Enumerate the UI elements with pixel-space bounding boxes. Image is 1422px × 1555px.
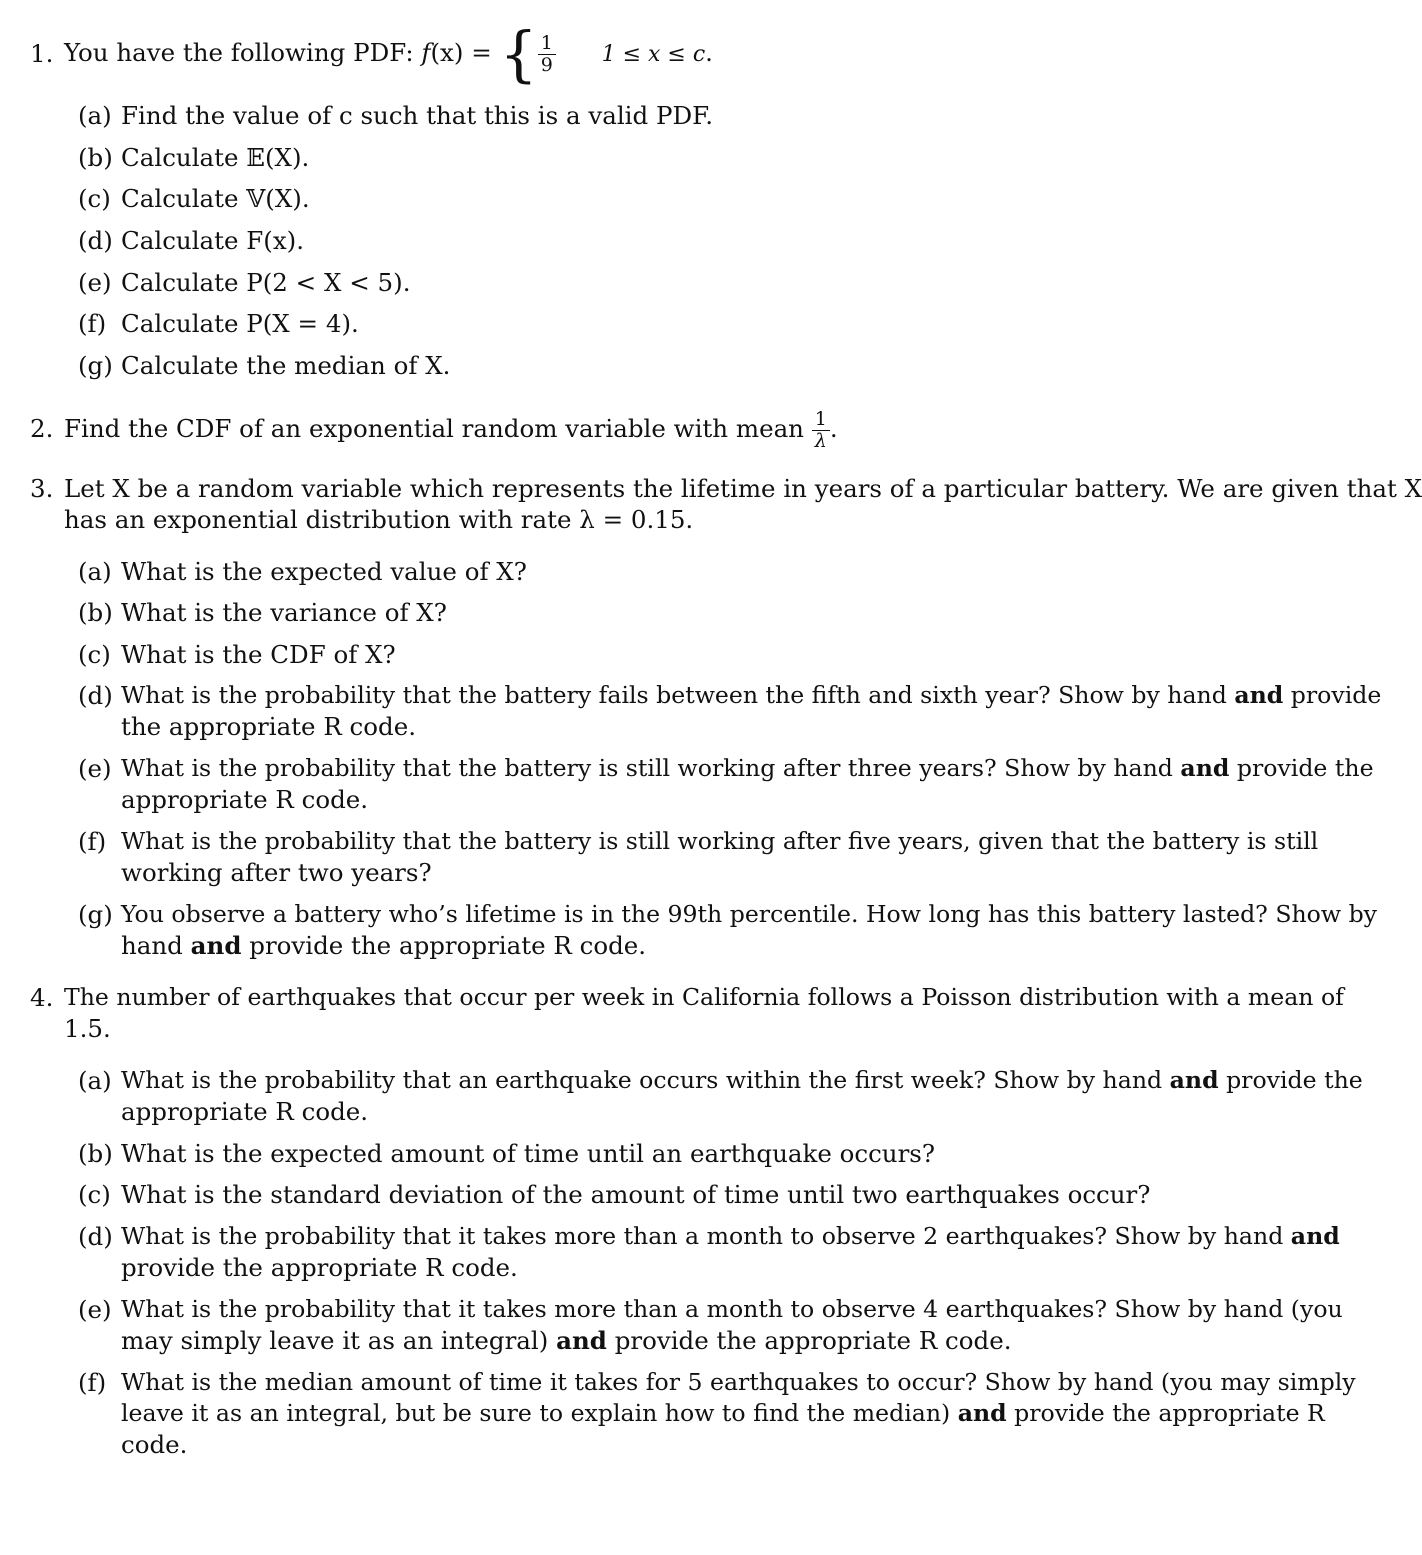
part-label: (c): [78, 184, 111, 213]
problem-stem: You have the following PDF: f(x) = { $\frac{1}{9}$ 1 ≤ x ≤ c.: [64, 19, 713, 90]
part-label: (a): [78, 1066, 112, 1095]
part-text: What is the probability that the battery fails between the fifth and sixth year? Show by hand and provide: [121, 681, 1382, 709]
part-label: (b): [78, 1139, 113, 1168]
problem-number: 1.: [30, 39, 54, 68]
part-text: What is the expected value of X?: [121, 557, 527, 586]
part-text: What is the CDF of X?: [121, 640, 396, 669]
part-label: (c): [78, 640, 111, 669]
part-label: (b): [78, 143, 113, 172]
part-text: Calculate F(x).: [121, 226, 304, 255]
part-text: What is the probability that it takes more than a month to observe 4 earthquakes? Show by hand (you: [121, 1295, 1343, 1323]
part-text: working after two years?: [121, 858, 432, 887]
part-text: appropriate R code.: [121, 1097, 369, 1126]
part-text: leave it as an integral, but be sure to explain how to find the median) and provide the appropriate R: [121, 1399, 1325, 1427]
part-text: What is the probability that the battery is still working after three years? Show by hand and provide the: [121, 754, 1374, 782]
part-text: Calculate P(X = 4).: [121, 309, 359, 338]
part-text: provide the appropriate R code.: [121, 1253, 518, 1282]
part-text: What is the expected amount of time until an earthquake occurs?: [121, 1139, 936, 1168]
mean-fraction: $\frac{1}{\lambda}$: [812, 409, 830, 452]
part-label: (d): [78, 681, 113, 710]
left-brace: {: [499, 19, 538, 90]
problem-stem-line: The number of earthquakes that occur per week in California follows a Poisson distribution with a mean of: [64, 983, 1344, 1011]
part-label: (a): [78, 101, 112, 130]
part-text: hand and provide the appropriate R code.: [121, 931, 647, 960]
part-label: (f): [78, 1368, 107, 1397]
part-text: What is the probability that the battery is still working after five years, given that the battery is still: [121, 827, 1319, 855]
part-text: the appropriate R code.: [121, 712, 416, 741]
part-text: Calculate 𝕍(X).: [121, 184, 310, 213]
part-label: (g): [78, 900, 113, 929]
problem-number: 3.: [30, 474, 54, 503]
part-label: (g): [78, 351, 113, 380]
problem-number: 2.: [30, 414, 54, 443]
part-text: What is the standard deviation of the amount of time until two earthquakes occur?: [121, 1180, 1151, 1209]
part-text: What is the probability that it takes more than a month to observe 2 earthquakes? Show by hand and: [121, 1222, 1340, 1250]
part-label: (c): [78, 1180, 111, 1209]
part-text: What is the median amount of time it takes for 5 earthquakes to occur? Show by hand (you may simply: [121, 1368, 1356, 1396]
part-label: (d): [78, 1222, 113, 1251]
problem-stem: Find the CDF of an exponential random variable with mean $\frac{1}{\lambda}$ .: [64, 408, 838, 452]
part-label: (d): [78, 226, 113, 255]
problem-stem-line: has an exponential distribution with rate λ = 0.15.: [64, 505, 694, 534]
part-text: Find the value of c such that this is a valid PDF.: [121, 101, 714, 130]
pdf-fraction: $\frac{1}{9}$: [538, 33, 556, 76]
part-label: (b): [78, 598, 113, 627]
part-label: (e): [78, 1295, 112, 1324]
part-label: (a): [78, 557, 112, 586]
part-label: (e): [78, 268, 112, 297]
part-text: Calculate the median of X.: [121, 351, 451, 380]
part-text: may simply leave it as an integral) and provide the appropriate R code.: [121, 1326, 1012, 1355]
part-text: Calculate 𝔼(X).: [121, 143, 310, 172]
part-label: (e): [78, 754, 112, 783]
part-text: What is the probability that an earthquake occurs within the first week? Show by hand and provide the: [121, 1066, 1363, 1094]
part-text: Calculate P(2 < X < 5).: [121, 268, 411, 297]
part-text: What is the variance of X?: [121, 598, 447, 627]
part-text: You observe a battery who’s lifetime is in the 99th percentile. How long has this battery lasted? Show by: [121, 900, 1378, 928]
problem-number: 4.: [30, 983, 54, 1012]
part-label: (f): [78, 309, 107, 338]
problem-stem-line: 1.5.: [64, 1014, 111, 1043]
part-text: appropriate R code.: [121, 785, 369, 814]
part-text: code.: [121, 1430, 188, 1459]
problem-stem-line: Let X be a random variable which represents the lifetime in years of a particular battery. We are given that X: [64, 474, 1422, 503]
part-label: (f): [78, 827, 107, 856]
